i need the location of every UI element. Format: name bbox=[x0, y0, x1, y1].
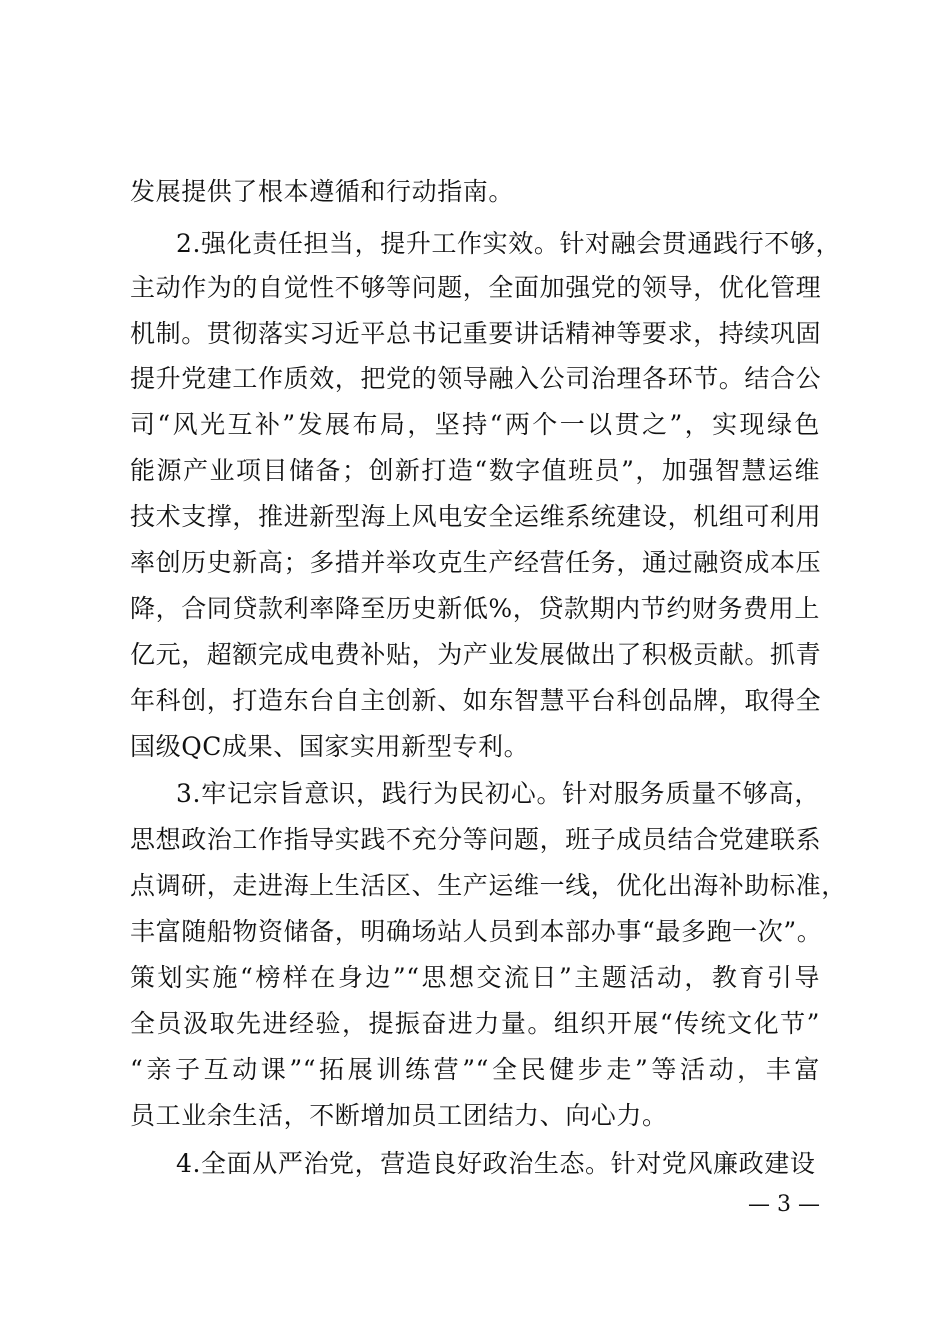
text-line: 发展提供了根本遵循和行动指南。 bbox=[130, 177, 515, 206]
text-line: 提升党建工作质效，把党的领导融入公司治理各环节。结合公 bbox=[130, 364, 822, 393]
text-line: 降，合同贷款利率降至历史新低%，贷款期内节约财务费用上 bbox=[130, 594, 820, 623]
section-heading-line: 2.强化责任担当，提升工作实效。针对融会贯通践行不够， bbox=[176, 229, 842, 258]
text-line: 丰富随船物资储备，明确场站人员到本部办事“最多跑一次”。 bbox=[130, 917, 823, 946]
text-line: 机制。贯彻落实习近平总书记重要讲话精神等要求，持续巩固 bbox=[130, 319, 822, 348]
text-line: 司“风光互补”发展布局，坚持“两个一以贯之”，实现绿色 bbox=[130, 410, 820, 439]
text-line: 员工业余生活，不断增加员工团结力、向心力。 bbox=[130, 1101, 668, 1130]
text-line: “亲子互动课”“拓展训练营”“全民健步走”等活动，丰富 bbox=[130, 1055, 820, 1084]
text-line: 主动作为的自觉性不够等问题，全面加强党的领导，优化管理 bbox=[130, 273, 822, 302]
page-number: — 3 — bbox=[748, 1192, 820, 1217]
text-line: 策划实施“榜样在身边”“思想交流日”主题活动，教育引导 bbox=[130, 963, 820, 992]
text-line: 年科创，打造东台自主创新、如东智慧平台科创品牌，取得全 bbox=[130, 686, 822, 715]
text-line: 点调研，走进海上生活区、生产运维一线，优化出海补助标准， bbox=[130, 871, 847, 900]
text-line: 思想政治工作指导实践不充分等问题，班子成员结合党建联系 bbox=[130, 825, 822, 854]
text-line: 全员汲取先进经验，提振奋进力量。组织开展“传统文化节” bbox=[130, 1009, 820, 1038]
text-line: 能源产业项目储备；创新打造“数字值班员”，加强智慧运维 bbox=[130, 456, 820, 485]
text-line: 亿元，超额完成电费补贴，为产业发展做出了积极贡献。抓青 bbox=[130, 640, 822, 669]
text-line: 国级QC成果、国家实用新型专利。 bbox=[130, 732, 530, 761]
text-line: 技术支撑，推进新型海上风电安全运维系统建设，机组可利用 bbox=[130, 502, 822, 531]
text-line: 率创历史新高；多措并举攻克生产经营任务，通过融资成本压 bbox=[130, 548, 822, 577]
section-heading-line: 4.全面从严治党，营造良好政治生态。针对党风廉政建设 bbox=[176, 1149, 816, 1178]
section-heading-line: 3.牢记宗旨意识，践行为民初心。针对服务质量不够高， bbox=[176, 779, 820, 808]
